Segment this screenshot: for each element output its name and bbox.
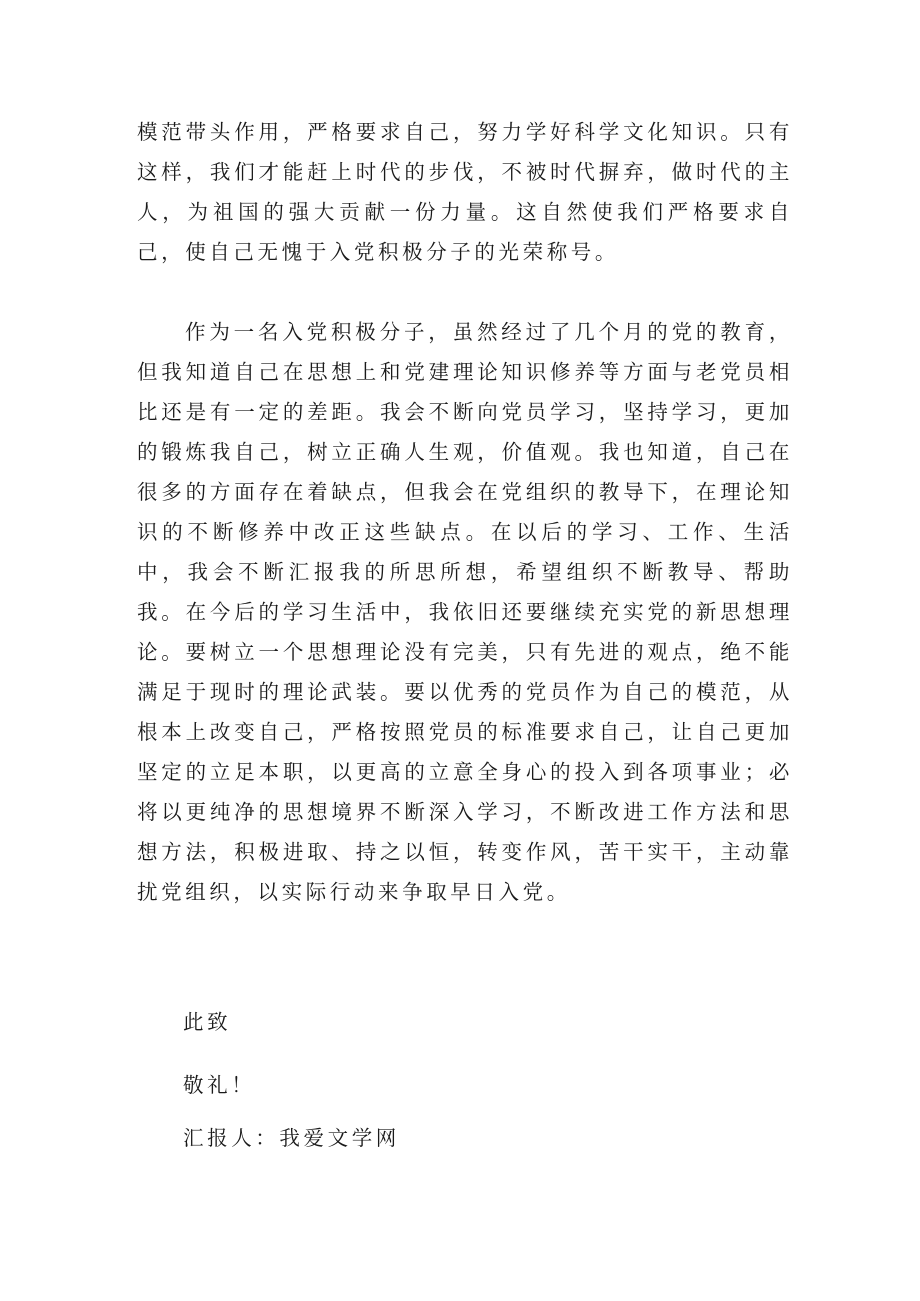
signature-line: 汇报人：我爱文学网 [183, 1126, 400, 1150]
closing-cizhi: 此致 [183, 1010, 232, 1034]
paragraph-continuation: 模范带头作用，严格要求自己，努力学好科学文化知识。只有这样，我们才能赶上时代的步伐，不被时代摒弃，做时代的主人，为祖国的强大贡献一份力量。这自然使我们严格要求自己，使自己无愧于入党积极分子的光荣称号。 [137, 120, 793, 264]
paragraph-main: 作为一名入党积极分子，虽然经过了几个月的党的教育，但我知道自己在思想上和党建理论知识修养等方面与老党员相比还是有一定的差距。我会不断向党员学习，坚持学习，更加的锻炼我自己，树立正确人生观，价值观。我也知道，自己在很多的方面存在着缺点，但我会在党组织的教导下，在理论知识的不断修养中改正这些缺点。在以后的学习、工作、生活中，我会不断汇报我的所思所想，希望组织不断教导、帮助我。在今后的学习生活中，我依旧还要继续充实党的新思想理论。要树立一个思想理论没有完美，只有先进的观点，绝不能满足于现时的理论武装。要以优秀的党员作为自己的模范，从根本上改变自己，严格按照党员的标准要求自己，让自己更加坚定的立足本职，以更高的立意全身心的投入到各项事业；必将以更纯净的思想境界不断深入学习，不断改进工作方法和思想方法，积极进取、持之以恒，转变作风，苦干实干，主动靠扰党组织，以实际行动来争取早日入党。 [137, 320, 793, 904]
closing-jingli: 敬礼！ [183, 1073, 256, 1097]
